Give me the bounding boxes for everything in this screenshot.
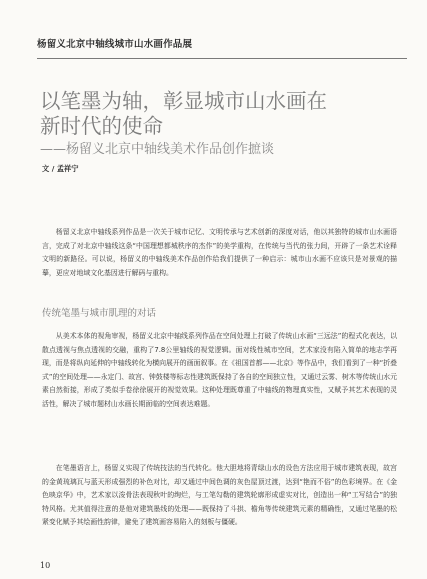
- title-line-1: 以笔墨为轴，彰显城市山水画在: [40, 89, 327, 113]
- running-head: 杨留义北京中轴线城市山水画作品展: [37, 39, 193, 50]
- body-paragraph-1: 从美术本体的视角审视，杨留义北京中轴线系列作品在空间处理上打破了传统山水画“三远法”的程式化表达，以散点透视与焦点透视的交融，重构了7.8公里轴线的视觉逻辑。面对线性城市空间，艺术家没有陷入简单的地志学再现，而是将纵向延伸的中轴线转化为横向展开的画面叙事。在《祖国首都——北京》等作品中，我们看到了一种“折叠式”的空间处理——永定门、故宫、钟鼓楼等标志性建筑既保持了各自的空间独立性，又通过云雾、树木等传统山水元素自然衔接，形成了类似手卷徐徐展开的视觉效果。这种处理既尊重了中轴线的物理真实性，又赋予其艺术表现的灵活性，解决了城市题材山水画长期面临的空间表达难题。: [42, 332, 397, 408]
- header-rule: [37, 58, 407, 59]
- section-heading: 传统笔墨与城市肌理的对话: [42, 308, 157, 319]
- article-title: [40, 89, 360, 139]
- page-number: 10: [40, 561, 51, 570]
- author-byline: 文 / 孟祥宁: [42, 164, 79, 173]
- intro-paragraph: 杨留义北京中轴线系列作品是一次关于城市记忆、文明传承与艺术创新的深度对话，他以其独特的城市山水画语言，完成了对北京中轴线这条“中国理想都城秩序的杰作”的美学重构，在传统与当代的张力间，开辟了一条艺术诠释文明的新路径。可以说，杨留义的中轴线美术作品创作给我们提供了一种启示：城市山水画不应该只是对景观的描摹，更应对地域文化基因进行解码与重构。: [42, 228, 397, 277]
- title-line-2: 新时代的使命: [40, 114, 163, 138]
- article-subtitle: ——杨留义北京中轴线美术作品创作摭谈: [40, 142, 275, 157]
- body-paragraph-2: 在笔墨语言上，杨留义实现了传统技法的当代转化。他大胆地将青绿山水的设色方法应用于城市建筑表现，故宫的金黄琉璃瓦与蓝天形成强烈的补色对比，却又通过中间色调的灰色屋顶过渡，达到“艳而不俗”的色彩境界。在《金色映京华》中，艺术家以浚骨法表现秋叶的绚烂，与工笔勾勒的建筑轮廓形成虚实对比，创造出一种“工写结合”的独特风格。尤其值得注意的是他对建筑墨线的处理——既保持了斗拱、檐角等传统建筑元素的精确性，又通过笔墨的松紧变化赋予其绘画性韵律，避免了建筑画容易陷入的刻板与僵硬。: [42, 464, 397, 527]
